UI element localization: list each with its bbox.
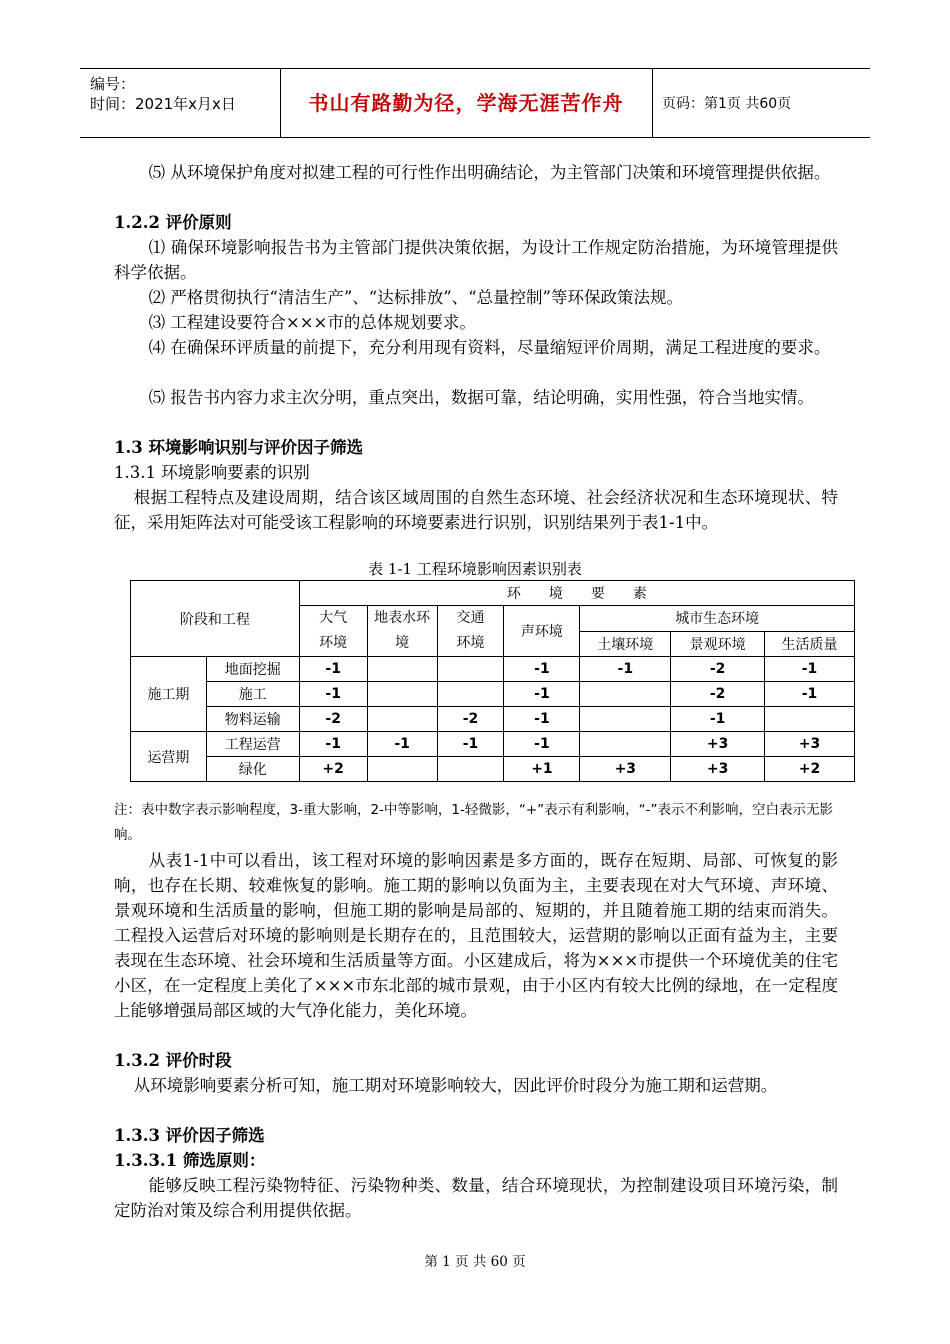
cell-air: +2 xyxy=(299,757,367,782)
col-noise: 声环境 xyxy=(504,606,580,657)
page-header xyxy=(80,68,870,138)
cell-traffic: -2 xyxy=(437,707,504,732)
paragraph-principle-2: ⑵ 严格贯彻执行“清洁生产”、“达标排放”、“总量控制”等环保政策法规。 xyxy=(148,288,683,307)
cell-soil: -1 xyxy=(580,657,671,682)
cell-water xyxy=(367,682,437,707)
paragraph-principle-3: ⑶ 工程建设要符合×××市的总体规划要求。 xyxy=(148,313,476,332)
group-construction: 施工期 xyxy=(131,657,207,732)
paragraph-principle-1: ⑴ 确保环境影响报告书为主管部门提供决策依据，为设计工作规定防治措施，为环境管理提供科学依据。 xyxy=(114,238,838,282)
cell-noise: -1 xyxy=(504,732,580,757)
cell-traffic: -1 xyxy=(437,732,504,757)
table-row xyxy=(131,682,855,707)
paragraph-principle-4: ⑷ 在确保环评质量的前提下，充分利用现有资料，尽量缩短评价周期，满足工程进度的要求。 xyxy=(148,338,831,357)
col-soil: 土壤环境 xyxy=(580,631,671,657)
cell-traffic xyxy=(437,682,504,707)
table-note: 注：表中数字表示影响程度，3-重大影响，2-中等影响，1-轻微影，“+”表示有利影响，“-”表示不利影响，空白表示无影响。 xyxy=(114,802,834,843)
cell-soil xyxy=(580,732,671,757)
col-surface-water: 地表水环境 xyxy=(367,606,437,657)
col-traffic: 交通环境 xyxy=(437,606,504,657)
col-air: 大气环境 xyxy=(299,606,367,657)
cell-landscape: -1 xyxy=(671,707,765,732)
cell-water xyxy=(367,707,437,732)
number-label: 编号： xyxy=(90,75,136,93)
cell-air: -1 xyxy=(299,732,367,757)
stage-header: 阶段和工程 xyxy=(131,581,300,657)
cell-soil xyxy=(580,682,671,707)
cell-noise: +1 xyxy=(504,757,580,782)
row-name: 施工 xyxy=(206,682,299,707)
col-landscape: 景观环境 xyxy=(671,631,765,657)
table-caption: 表 1-1 工程环境影响因素识别表 xyxy=(368,560,582,578)
heading-1-3-2: 1.3.2 评价时段 xyxy=(114,1051,232,1070)
cell-life: +3 xyxy=(765,732,855,757)
paragraph-period: 从环境影响要素分析可知，施工期对环境影响较大，因此评价时段分为施工期和运营期。 xyxy=(133,1076,778,1095)
page-footer: 第 1 页 共 60 页 xyxy=(424,1254,526,1270)
impact-identification-table xyxy=(130,580,855,782)
heading-1-3-3-1: 1.3.3.1 筛选原则： xyxy=(114,1151,266,1170)
cell-landscape: +3 xyxy=(671,732,765,757)
cell-life: -1 xyxy=(765,682,855,707)
heading-1-3-1: 1.3.1 环境影响要素的识别 xyxy=(114,463,310,482)
date-label: 时间：2021年x月x日 xyxy=(90,95,236,113)
header-page-info: 页码：第1页 共60页 xyxy=(662,96,792,112)
heading-1-3-3: 1.3.3 评价因子筛选 xyxy=(114,1126,265,1145)
col-urban-eco: 城市生态环境 xyxy=(580,606,855,632)
cell-water xyxy=(367,657,437,682)
cell-soil: +3 xyxy=(580,757,671,782)
paragraph-conclusion: ⑸ 从环境保护角度对拟建工程的可行性作出明确结论，为主管部门决策和环境管理提供依据。 xyxy=(148,163,831,182)
cell-air: -2 xyxy=(299,707,367,732)
header-meta xyxy=(80,69,281,137)
heading-1-3: 1.3 环境影响识别与评价因子筛选 xyxy=(114,438,363,457)
paragraph-analysis: 从表1-1中可以看出，该工程对环境的影响因素是多方面的，既存在短期、局部、可恢复的影响，也存在长期、较难恢复的影响。施工期的影响以负面为主，主要表现在对大气环境、声环境、景观环境和生活质量的影响，但施工期的影响是局部的、短期的，并且随着施工期的结束而消失。工程投入运营后对环境的影响则是长期存在的，且范围较大，运营期的影响以正面有益为主，主要表现在生态环境、社会环境和生活质量等方面。小区建成后，将为×××市提供一个环境优美的住宅小区，在一定程度上美化了×××市东北部的城市景观，由于小区内有较大比例的绿地，在一定程度上能够增强局部区域的大气净化能力，美化环境。 xyxy=(114,851,838,1020)
row-name: 物料运输 xyxy=(206,707,299,732)
paragraph-screening: 能够反映工程污染物特征、污染物种类、数量，结合环境现状，为控制建设项目环境污染，制定防治对策及综合利用提供依据。 xyxy=(114,1176,838,1220)
row-name: 绿化 xyxy=(206,757,299,782)
cell-soil xyxy=(580,707,671,732)
table-row xyxy=(131,732,855,757)
cell-noise: -1 xyxy=(504,657,580,682)
cell-traffic xyxy=(437,657,504,682)
cell-air: -1 xyxy=(299,682,367,707)
cell-air: -1 xyxy=(299,657,367,682)
col-life: 生活质量 xyxy=(765,631,855,657)
env-header: 环 境 要 素 xyxy=(299,581,854,606)
cell-life xyxy=(765,707,855,732)
table-row xyxy=(131,757,855,782)
table-row xyxy=(131,707,855,732)
cell-traffic xyxy=(437,757,504,782)
row-name: 工程运营 xyxy=(206,732,299,757)
group-operation: 运营期 xyxy=(131,732,207,782)
paragraph-principle-5: ⑸ 报告书内容力求主次分明，重点突出，数据可靠，结论明确，实用性强，符合当地实情。 xyxy=(148,388,814,407)
row-name: 地面挖掘 xyxy=(206,657,299,682)
cell-noise: -1 xyxy=(504,707,580,732)
heading-1-2-2: 1.2.2 评价原则 xyxy=(114,213,232,232)
cell-landscape: +3 xyxy=(671,757,765,782)
cell-landscape: -2 xyxy=(671,682,765,707)
cell-life: +2 xyxy=(765,757,855,782)
cell-landscape: -2 xyxy=(671,657,765,682)
cell-water xyxy=(367,757,437,782)
cell-noise: -1 xyxy=(504,682,580,707)
cell-water: -1 xyxy=(367,732,437,757)
header-motto: 书山有路勤为径，学海无涯苦作舟 xyxy=(280,69,653,137)
paragraph-identification: 根据工程特点及建设周期，结合该区域周围的自然生态环境、社会经济状况和生态环境现状、特征，采用矩阵法对可能受该工程影响的环境要素进行识别，识别结果列于表1-1中。 xyxy=(114,488,838,532)
cell-life: -1 xyxy=(765,657,855,682)
table-row xyxy=(131,657,855,682)
